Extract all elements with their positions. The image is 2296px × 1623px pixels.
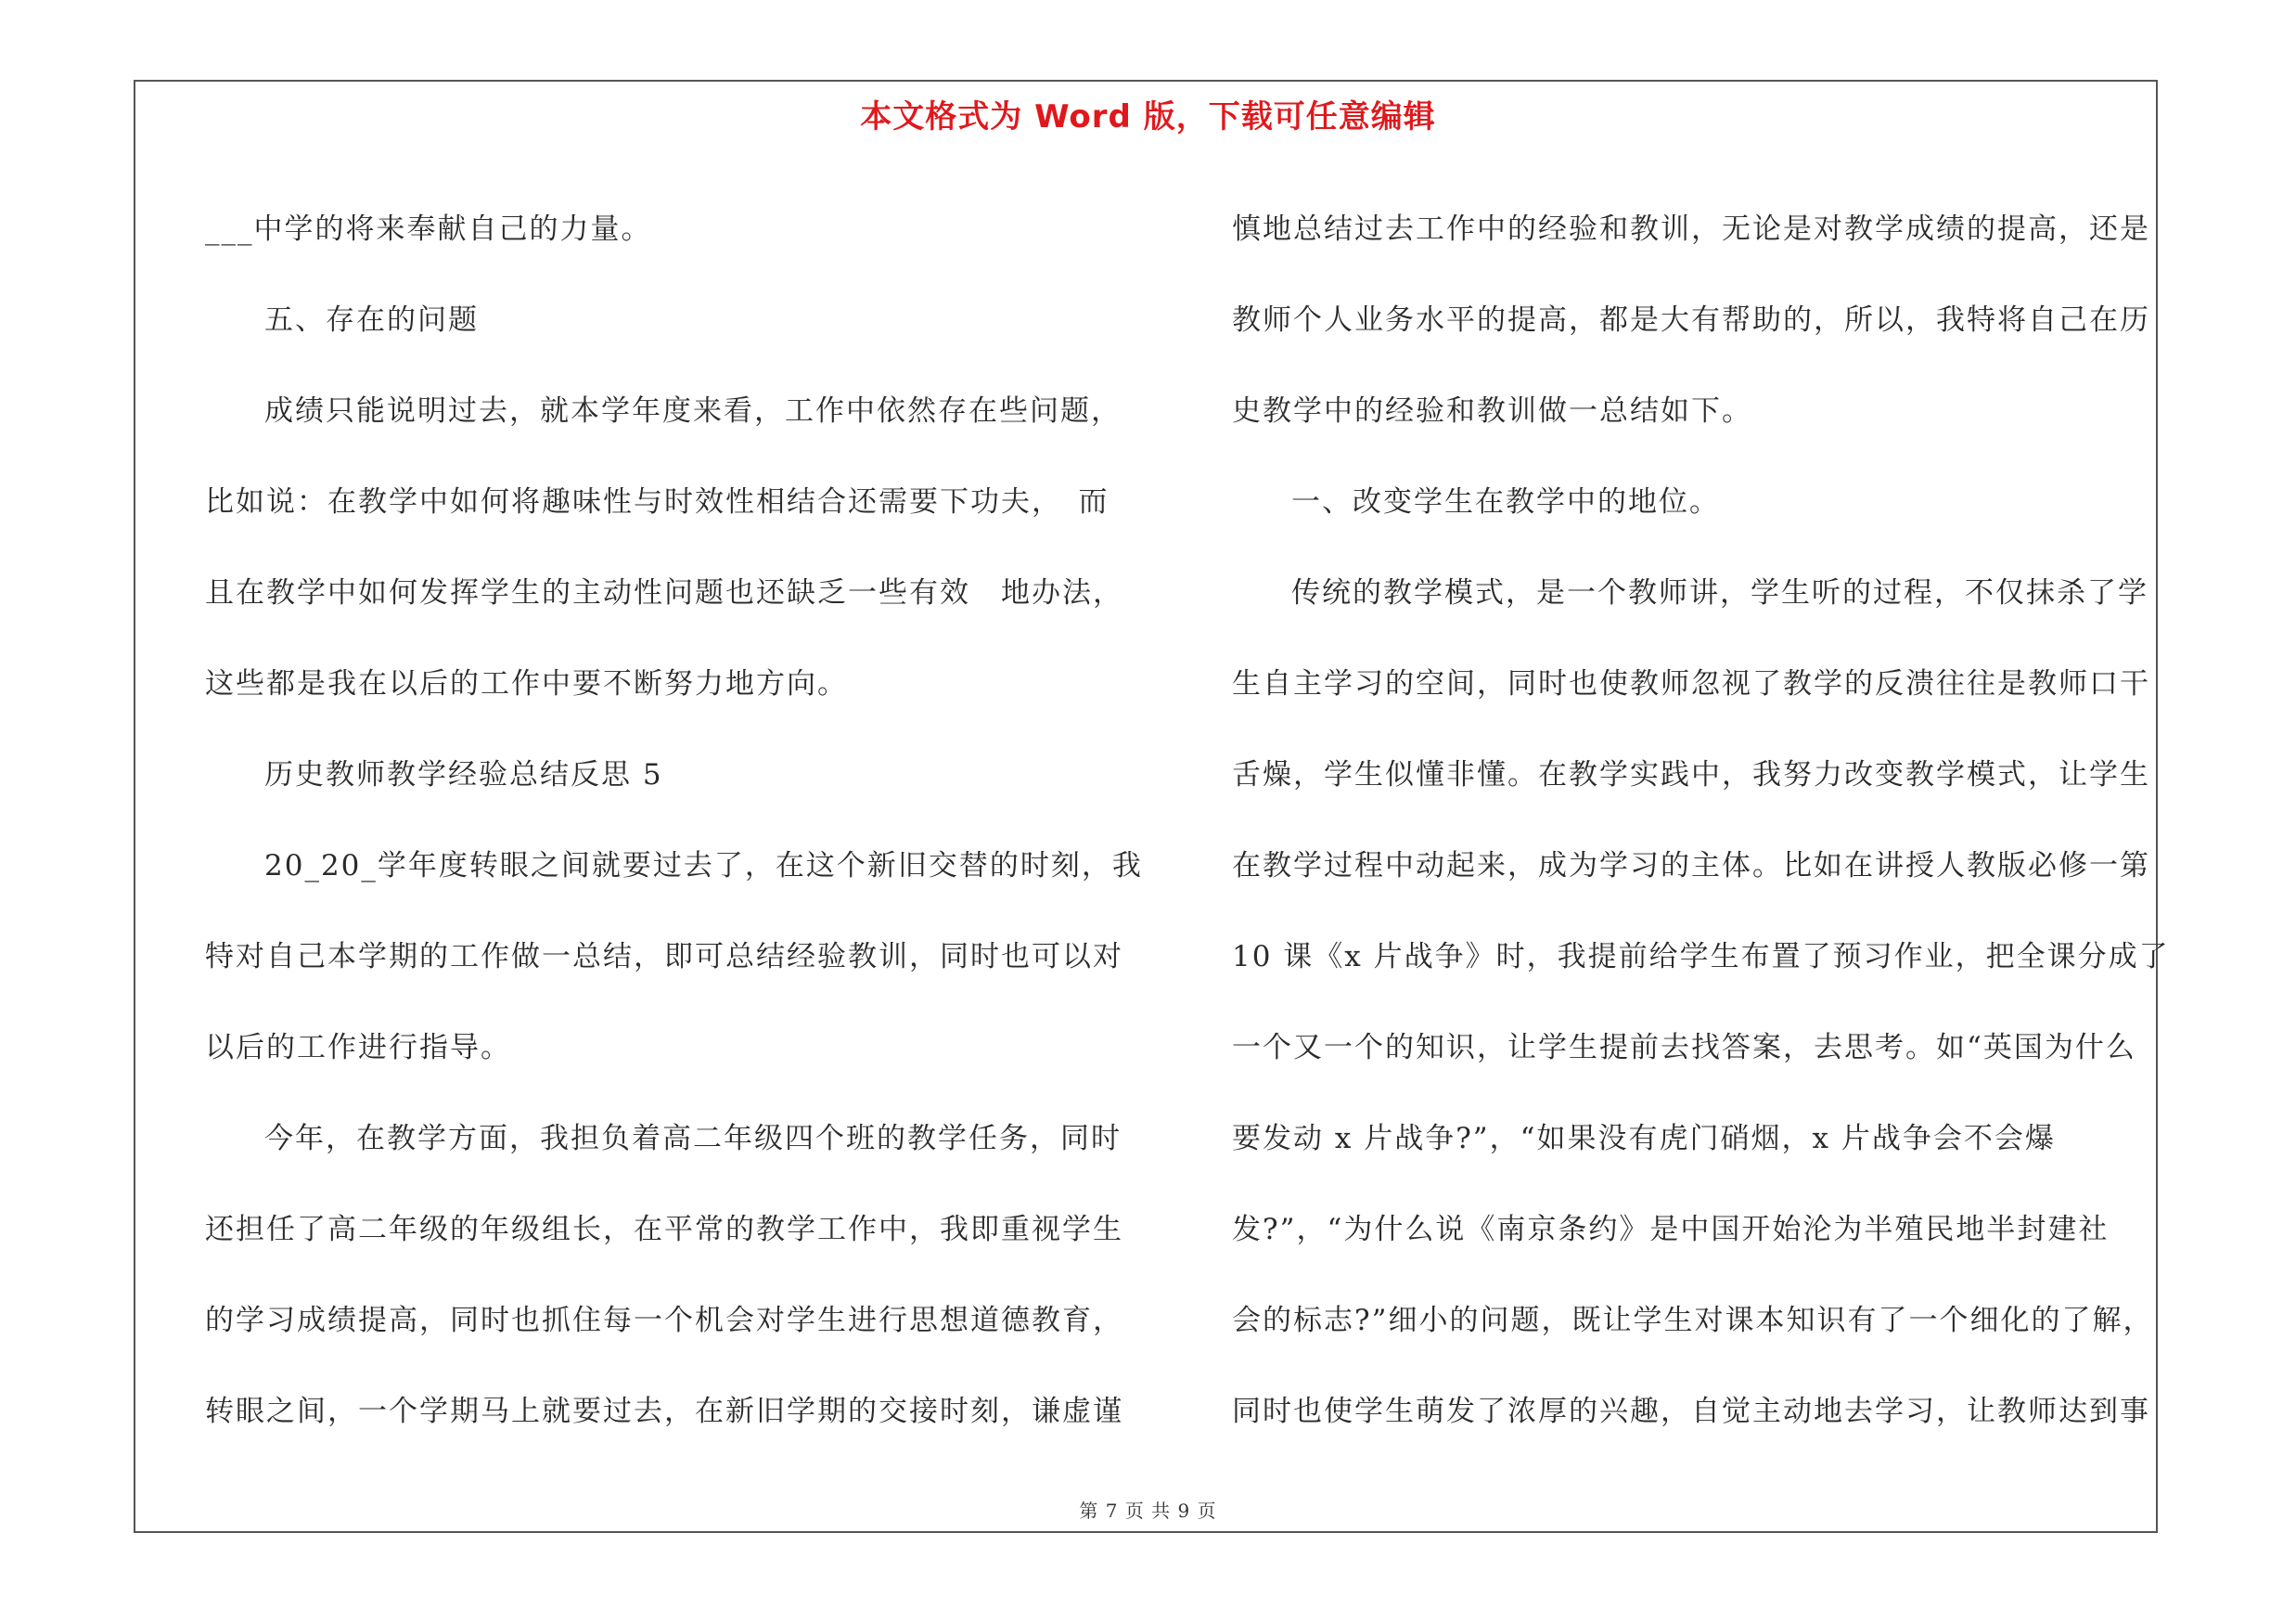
paragraph-line: 转眼之间，一个学期马上就要过去，在新旧学期的交接时刻，谦虚谨 bbox=[205, 1395, 1123, 1428]
paragraph-line: 这些都是我在以后的工作中要不断努力地方向。 bbox=[205, 667, 848, 701]
paragraph-line: 比如说：在教学中如何将趣味性与时效性相结合还需要下功夫， 而 bbox=[205, 485, 1110, 519]
paragraph-line: 舌燥，学生似懂非懂。在教学实践中，我努力改变教学模式，让学生 bbox=[1232, 758, 2150, 792]
paragraph-line: 史教学中的经验和教训做一总结如下。 bbox=[1232, 394, 1752, 428]
paragraph-line: 今年，在教学方面，我担负着高二年级四个班的教学任务，同时 bbox=[264, 1122, 1122, 1155]
paragraph-line: 在教学过程中动起来，成为学习的主体。比如在讲授人教版必修一第 bbox=[1232, 849, 2150, 882]
right-text-column bbox=[1232, 184, 2170, 1457]
paragraph-line: 教师个人业务水平的提高，都是大有帮助的，所以，我特将自己在历 bbox=[1232, 303, 2150, 337]
paragraph-line: 传统的教学模式，是一个教师讲，学生听的过程，不仅抹杀了学 bbox=[1291, 576, 2148, 610]
page-number: 第 7 页 共 9 页 bbox=[1079, 1500, 1217, 1522]
document-header-banner: 本文格式为 Word 版，下载可任意编辑 bbox=[860, 98, 1436, 135]
paragraph-line: 10 课《x 片战争》时，我提前给学生布置了预习作业，把全课分成了 bbox=[1232, 940, 2170, 973]
article-title: 历史教师教学经验总结反思 5 bbox=[264, 758, 663, 792]
paragraph-line: 的学习成绩提高，同时也抓住每一个机会对学生进行思想道德教育， bbox=[205, 1304, 1123, 1337]
paragraph-line: 特对自己本学期的工作做一总结，即可总结经验教训，同时也可以对 bbox=[205, 940, 1123, 973]
section-heading: 五、存在的问题 bbox=[264, 303, 479, 337]
paragraph-line: 生自主学习的空间，同时也使教师忽视了教学的反溃往往是教师口干 bbox=[1232, 667, 2150, 701]
paragraph-line: 20_20_学年度转眼之间就要过去了，在这个新旧交替的时刻，我 bbox=[264, 849, 1143, 882]
paragraph-line: 要发动 x 片战争?”，“如果没有虎门硝烟，x 片战争会不会爆 bbox=[1232, 1122, 2056, 1155]
section-heading: 一、改变学生在教学中的地位。 bbox=[1291, 485, 1720, 519]
paragraph-line: 成绩只能说明过去，就本学年度来看，工作中依然存在些问题， bbox=[264, 394, 1122, 428]
paragraph-line: 一个又一个的知识，让学生提前去找答案，去思考。如“英国为什么 bbox=[1232, 1031, 2136, 1064]
paragraph-line: 发?”，“为什么说《南京条约》是中国开始沦为半殖民地半封建社 bbox=[1232, 1213, 2110, 1246]
paragraph-line: 还担任了高二年级的年级组长，在平常的教学工作中，我即重视学生 bbox=[205, 1213, 1123, 1246]
paragraph-line: 以后的工作进行指导。 bbox=[205, 1031, 511, 1064]
paragraph-line: ___中学的将来奉献自己的力量。 bbox=[205, 213, 652, 246]
paragraph-line: 慎地总结过去工作中的经验和教训，无论是对教学成绩的提高，还是 bbox=[1232, 213, 2150, 246]
paragraph-line: 同时也使学生萌发了浓厚的兴趣，自觉主动地去学习，让教师达到事 bbox=[1232, 1395, 2150, 1428]
paragraph-line: 且在教学中如何发挥学生的主动性问题也还缺乏一些有效 地办法， bbox=[205, 576, 1123, 610]
paragraph-line: 会的标志?”细小的问题，既让学生对课本知识有了一个细化的了解， bbox=[1232, 1304, 2154, 1337]
left-text-column bbox=[205, 184, 1142, 1457]
